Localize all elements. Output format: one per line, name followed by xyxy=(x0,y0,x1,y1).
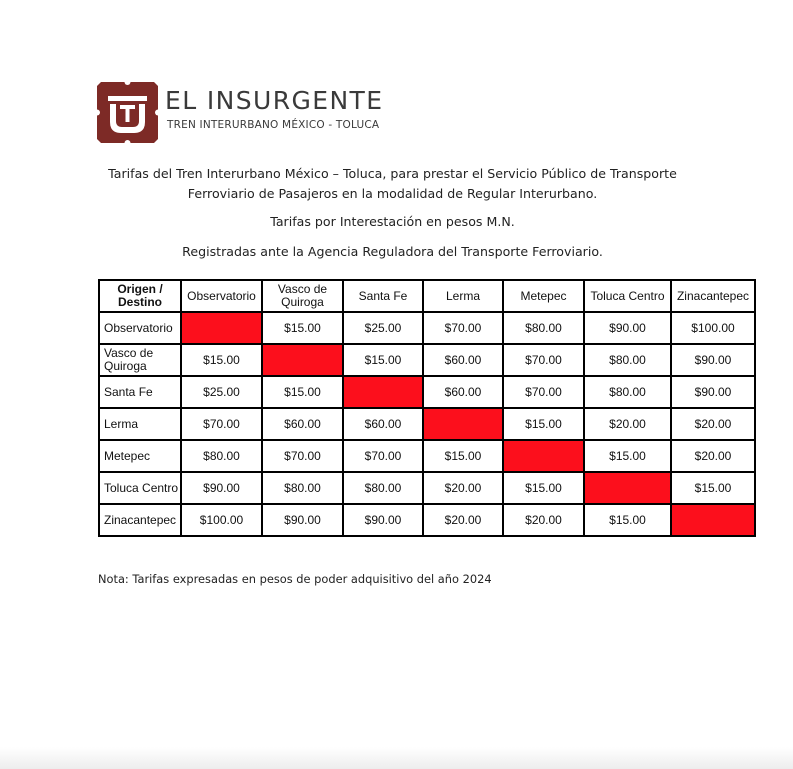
registration-text: Registradas ante la Agencia Reguladora del Transporte Ferroviario. xyxy=(182,244,603,259)
column-header: Zinacantepec xyxy=(671,280,755,312)
table-row xyxy=(99,440,755,472)
fare-matrix-table xyxy=(98,279,756,537)
column-header: Vasco de Quiroga xyxy=(262,280,343,312)
logo-title: EL INSURGENTE xyxy=(165,86,384,115)
fare-cell: $60.00 xyxy=(423,376,503,408)
fare-cell: $15.00 xyxy=(503,472,584,504)
fare-cell: $15.00 xyxy=(343,344,423,376)
fare-cell: $15.00 xyxy=(262,376,343,408)
fare-cell: $90.00 xyxy=(343,504,423,536)
tariff-unit-paragraph xyxy=(100,212,685,232)
fare-cell: $70.00 xyxy=(503,376,584,408)
row-header: Toluca Centro xyxy=(99,472,181,504)
page-bottom-shadow xyxy=(0,747,793,769)
fare-cell: $25.00 xyxy=(343,312,423,344)
fare-cell: $20.00 xyxy=(423,504,503,536)
logo-subtitle: TREN INTERURBANO MÉXICO - TOLUCA xyxy=(167,119,380,131)
fare-cell: $20.00 xyxy=(584,408,671,440)
table-row xyxy=(99,408,755,440)
table-row xyxy=(99,504,755,536)
fare-cell: $20.00 xyxy=(503,504,584,536)
table-header-row xyxy=(99,280,755,312)
fare-cell: $15.00 xyxy=(262,312,343,344)
fare-cell: $15.00 xyxy=(584,440,671,472)
fare-cell: $80.00 xyxy=(343,472,423,504)
diagonal-cell xyxy=(671,504,755,536)
tariff-unit-text: Tarifas por Interestación en pesos M.N. xyxy=(270,214,515,229)
fare-cell: $25.00 xyxy=(181,376,262,408)
registration-paragraph xyxy=(100,242,685,262)
diagonal-cell xyxy=(181,312,262,344)
fare-cell: $90.00 xyxy=(181,472,262,504)
column-header: Observatorio xyxy=(181,280,262,312)
diagonal-cell xyxy=(343,376,423,408)
diagonal-cell xyxy=(423,408,503,440)
corner-header: Origen / Destino xyxy=(99,280,181,312)
fare-cell: $80.00 xyxy=(262,472,343,504)
fare-cell: $80.00 xyxy=(503,312,584,344)
column-header: Santa Fe xyxy=(343,280,423,312)
fare-cell: $20.00 xyxy=(671,408,755,440)
fare-cell: $70.00 xyxy=(343,440,423,472)
column-header: Lerma xyxy=(423,280,503,312)
fare-cell: $60.00 xyxy=(343,408,423,440)
table-row xyxy=(99,312,755,344)
fare-cell: $15.00 xyxy=(584,504,671,536)
fare-cell: $70.00 xyxy=(181,408,262,440)
fare-cell: $70.00 xyxy=(423,312,503,344)
row-header: Zinacantepec xyxy=(99,504,181,536)
fare-cell: $60.00 xyxy=(262,408,343,440)
row-header: Observatorio xyxy=(99,312,181,344)
row-header: Vasco de Quiroga xyxy=(99,344,181,376)
fare-cell: $90.00 xyxy=(671,344,755,376)
fare-cell: $20.00 xyxy=(671,440,755,472)
fare-cell: $60.00 xyxy=(423,344,503,376)
fare-cell: $15.00 xyxy=(503,408,584,440)
row-header: Metepec xyxy=(99,440,181,472)
table-row xyxy=(99,376,755,408)
row-header: Lerma xyxy=(99,408,181,440)
fare-cell: $70.00 xyxy=(503,344,584,376)
fare-cell: $15.00 xyxy=(181,344,262,376)
row-header: Santa Fe xyxy=(99,376,181,408)
fare-cell: $80.00 xyxy=(584,344,671,376)
fare-cell: $80.00 xyxy=(181,440,262,472)
table-row xyxy=(99,472,755,504)
fare-cell: $100.00 xyxy=(181,504,262,536)
table-row xyxy=(99,344,755,376)
fare-cell: $20.00 xyxy=(423,472,503,504)
diagonal-cell xyxy=(584,472,671,504)
fare-cell: $90.00 xyxy=(262,504,343,536)
fare-cell: $90.00 xyxy=(671,376,755,408)
column-header: Metepec xyxy=(503,280,584,312)
fare-cell: $15.00 xyxy=(671,472,755,504)
el-insurgente-logo xyxy=(97,82,407,144)
fare-cell: $15.00 xyxy=(423,440,503,472)
column-header: Toluca Centro xyxy=(584,280,671,312)
fare-cell: $80.00 xyxy=(584,376,671,408)
diagonal-cell xyxy=(503,440,584,472)
intro-paragraph xyxy=(100,164,685,204)
intro-text: Tarifas del Tren Interurbano México – Toluca, para prestar el Servicio Público de Transporte Ferroviario de Pasajeros en la modalidad de Regular Interurbano. xyxy=(108,166,677,201)
el-insurgente-emblem-icon xyxy=(97,82,158,143)
footnote: Nota: Tarifas expresadas en pesos de poder adquisitivo del año 2024 xyxy=(98,572,492,586)
diagonal-cell xyxy=(262,344,343,376)
fare-cell: $100.00 xyxy=(671,312,755,344)
fare-cell: $90.00 xyxy=(584,312,671,344)
fare-cell: $70.00 xyxy=(262,440,343,472)
